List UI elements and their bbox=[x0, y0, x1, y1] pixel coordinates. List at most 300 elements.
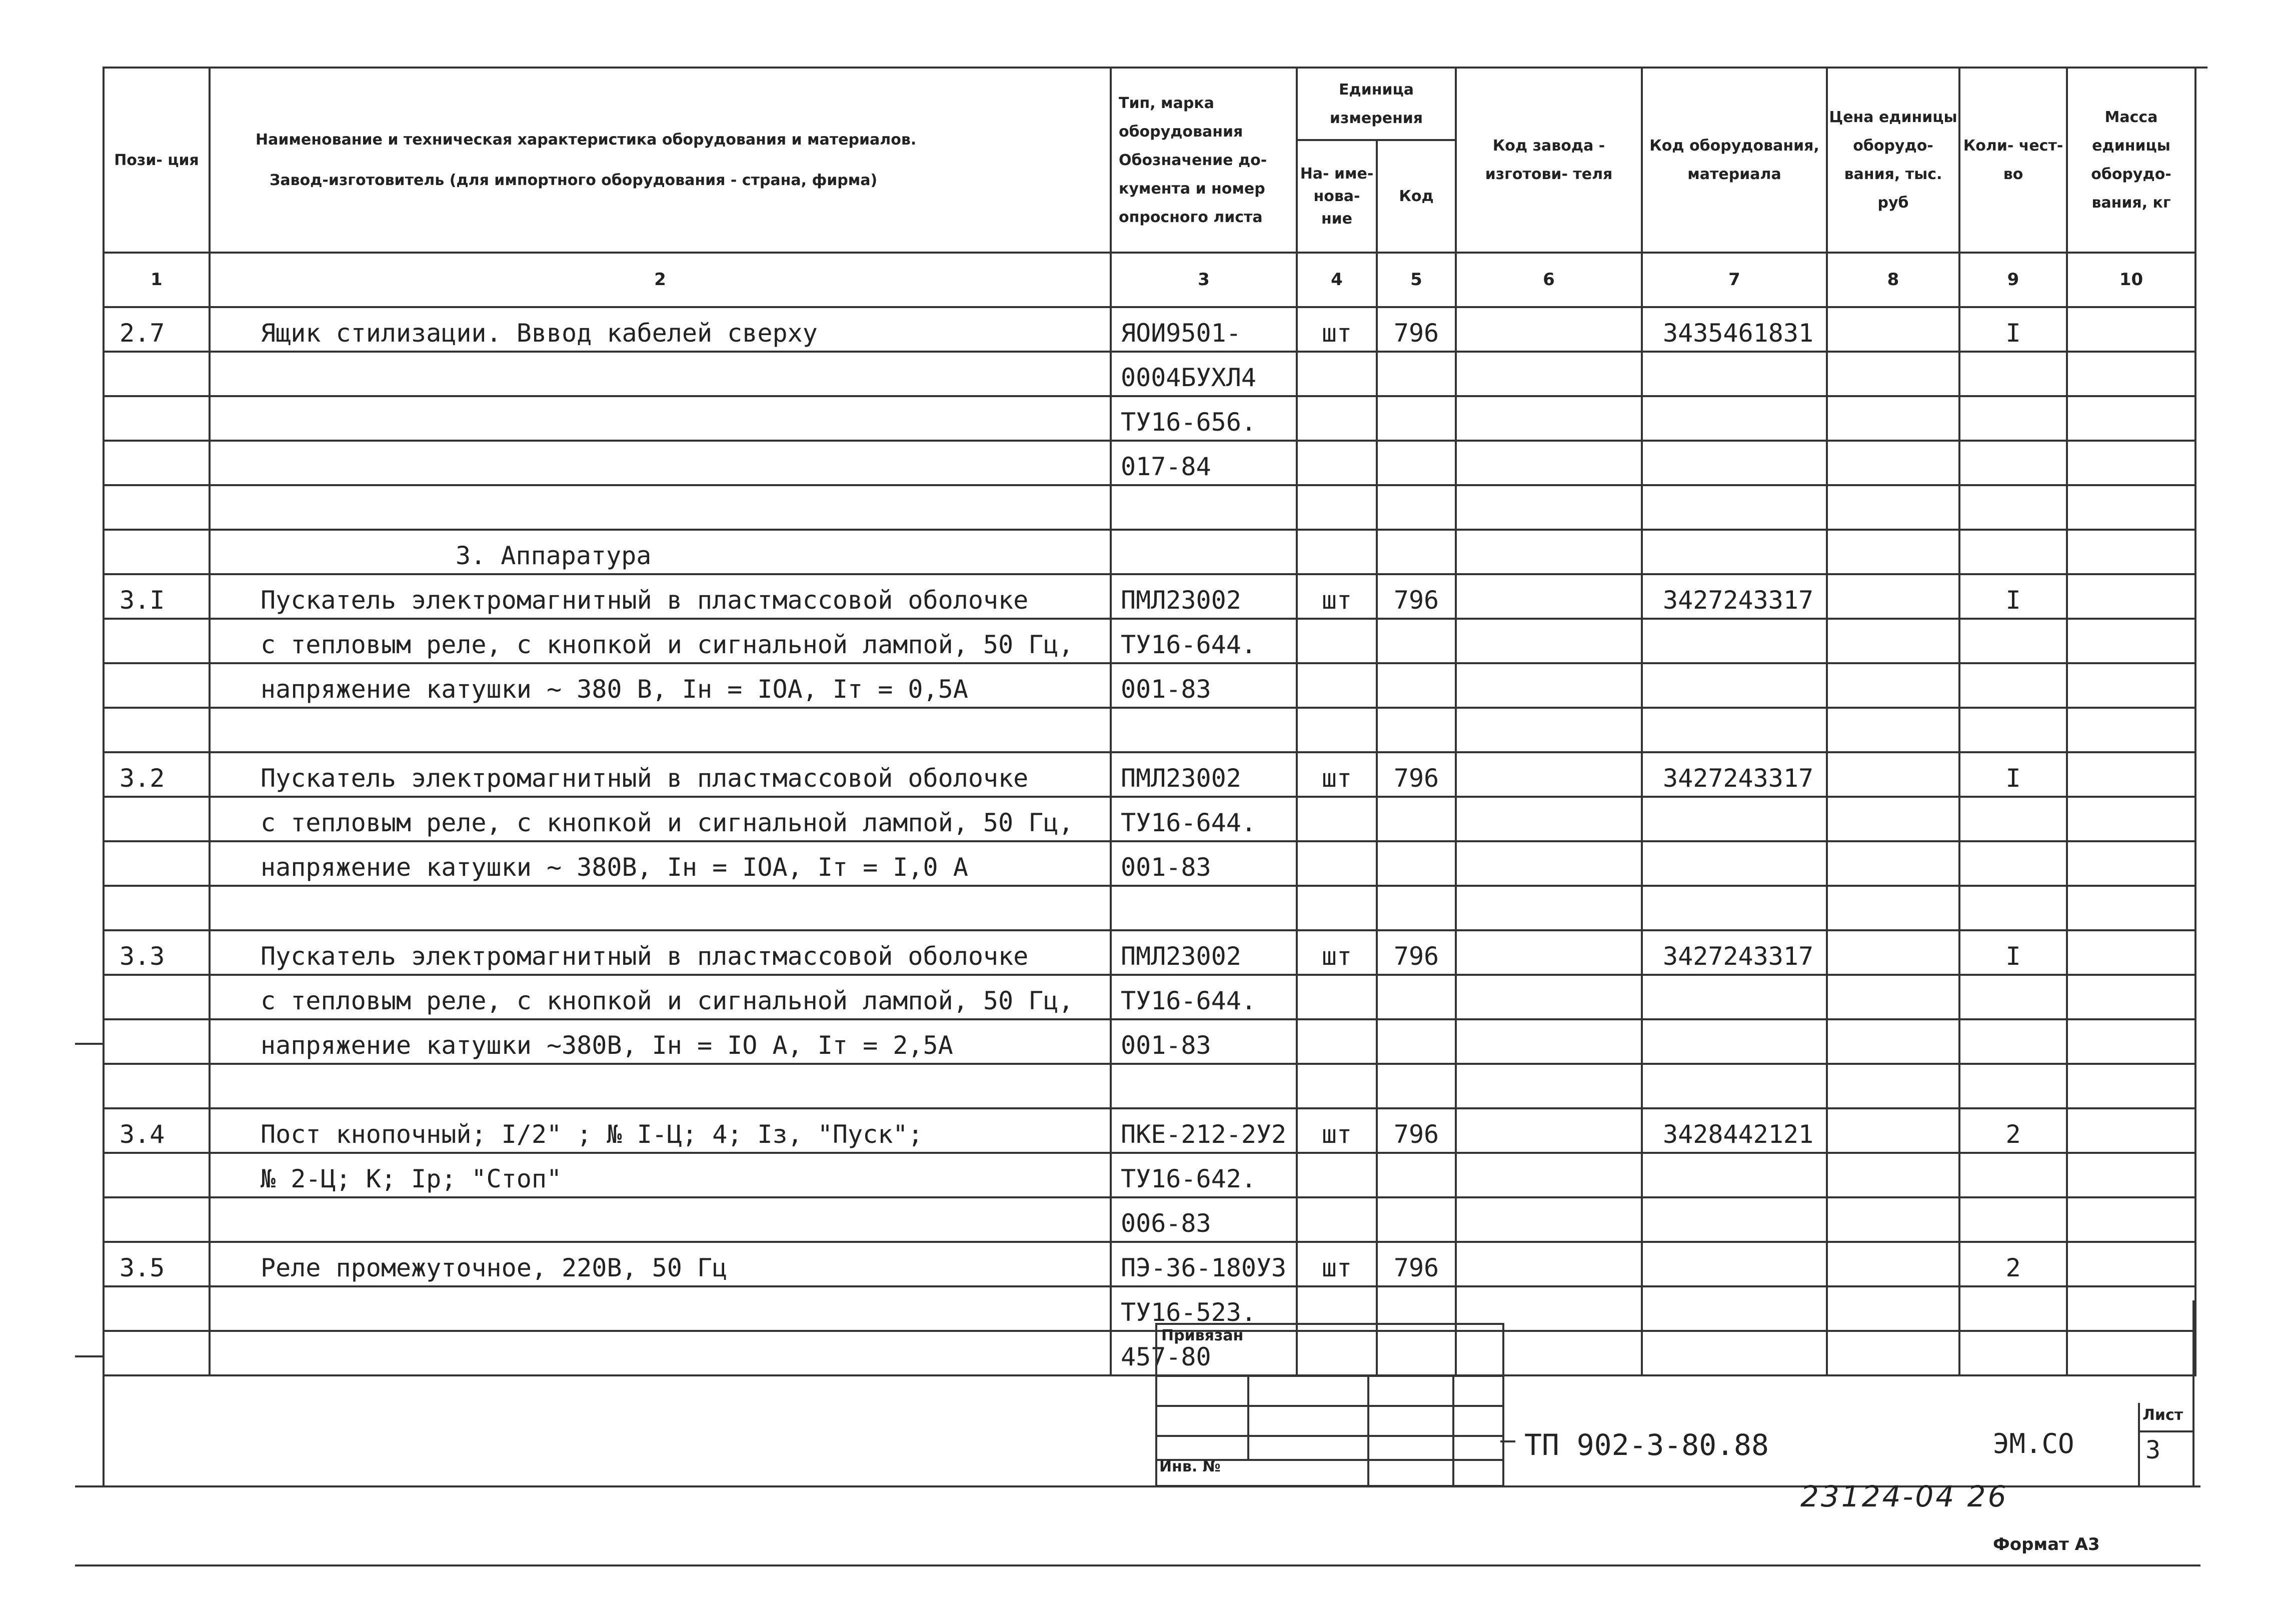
row-quantity bbox=[1959, 975, 2067, 1019]
table-row bbox=[104, 485, 2195, 530]
row-type: ПМЛ23002 bbox=[1111, 574, 1297, 619]
row-unit-code bbox=[1377, 708, 1456, 752]
row-unit-name bbox=[1297, 663, 1377, 708]
row-factory-code bbox=[1456, 708, 1642, 752]
row-price bbox=[1827, 752, 1959, 797]
table-row bbox=[104, 708, 2195, 752]
row-unit-name bbox=[1297, 530, 1377, 574]
row-quantity: I bbox=[1959, 307, 2067, 352]
table-row bbox=[104, 1242, 2195, 1286]
row-equipment-code bbox=[1642, 708, 1827, 752]
row-type: 001-83 bbox=[1111, 663, 1297, 708]
row-position: 3.2 bbox=[104, 752, 210, 797]
row-quantity bbox=[1959, 485, 2067, 530]
col-number: 9 bbox=[1959, 253, 2067, 307]
table-row bbox=[104, 1331, 2195, 1375]
row-type: ТУ16-644. bbox=[1111, 797, 1297, 841]
table-row bbox=[104, 663, 2195, 708]
row-unit-code bbox=[1377, 1064, 1456, 1108]
row-type: 006-83 bbox=[1111, 1197, 1297, 1242]
row-type: ТУ16-644. bbox=[1111, 619, 1297, 663]
row-position bbox=[104, 1064, 210, 1108]
sheet-number: 3 bbox=[2145, 1435, 2161, 1464]
row-type: ПЭ-36-180У3 bbox=[1111, 1242, 1297, 1286]
row-mass bbox=[2067, 307, 2195, 352]
row-unit-code: 796 bbox=[1377, 930, 1456, 975]
row-factory-code bbox=[1456, 1242, 1642, 1286]
stamp-line bbox=[1157, 1435, 1502, 1437]
row-type bbox=[1111, 708, 1297, 752]
row-equipment-code bbox=[1642, 841, 1827, 886]
row-position bbox=[104, 663, 210, 708]
row-equipment-code bbox=[1642, 663, 1827, 708]
header-mass: Масса единицы оборудо- вания, кг bbox=[2067, 68, 2195, 253]
row-type: 457-80 bbox=[1111, 1331, 1297, 1375]
row-factory-code bbox=[1456, 841, 1642, 886]
row-mass bbox=[2067, 930, 2195, 975]
row-price bbox=[1827, 1331, 1959, 1375]
row-position: 3.4 bbox=[104, 1108, 210, 1153]
table-body bbox=[104, 307, 2195, 1375]
row-position bbox=[104, 396, 210, 441]
row-unit-code: 796 bbox=[1377, 574, 1456, 619]
row-equipment-code bbox=[1642, 1242, 1827, 1286]
row-mass bbox=[2067, 975, 2195, 1019]
row-unit-code bbox=[1377, 352, 1456, 396]
row-position: 3.5 bbox=[104, 1242, 210, 1286]
stamp-line bbox=[1452, 1375, 1454, 1485]
equipment-specification-table bbox=[103, 67, 2196, 1376]
row-price bbox=[1827, 708, 1959, 752]
row-unit-name: шт bbox=[1297, 752, 1377, 797]
row-factory-code bbox=[1456, 1019, 1642, 1064]
sheet-code: ЭМ.СО bbox=[1993, 1428, 2074, 1459]
header-factory-code: Код завода - изготови- теля bbox=[1456, 68, 1642, 253]
row-quantity: I bbox=[1959, 574, 2067, 619]
row-name: 3. Аппаратура bbox=[210, 530, 1111, 574]
row-name: Пускатель электромагнитный в пластмассовой оболочке bbox=[210, 574, 1111, 619]
row-unit-name: шт bbox=[1297, 1242, 1377, 1286]
table-row bbox=[104, 619, 2195, 663]
row-name bbox=[210, 886, 1111, 930]
col-number: 3 bbox=[1111, 253, 1297, 307]
row-name: № 2-Ц; К; Iр; "Стоп" bbox=[210, 1153, 1111, 1197]
row-unit-code bbox=[1377, 1019, 1456, 1064]
table-row bbox=[104, 1108, 2195, 1153]
row-unit-name bbox=[1297, 886, 1377, 930]
sheet-label: Лист bbox=[2142, 1406, 2183, 1424]
row-unit-name bbox=[1297, 1019, 1377, 1064]
row-position bbox=[104, 530, 210, 574]
row-equipment-code bbox=[1642, 1019, 1827, 1064]
col-number: 1 bbox=[104, 253, 210, 307]
row-equipment-code bbox=[1642, 1286, 1827, 1331]
row-mass bbox=[2067, 1286, 2195, 1331]
row-mass bbox=[2067, 619, 2195, 663]
row-name: Ящик стилизации. Вввод кабелей сверху bbox=[210, 307, 1111, 352]
row-position bbox=[104, 1019, 210, 1064]
row-unit-code bbox=[1377, 485, 1456, 530]
row-quantity bbox=[1959, 352, 2067, 396]
row-position bbox=[104, 352, 210, 396]
row-factory-code bbox=[1456, 485, 1642, 530]
row-position bbox=[104, 1153, 210, 1197]
row-factory-code bbox=[1456, 530, 1642, 574]
table-row bbox=[104, 841, 2195, 886]
stamp-line bbox=[1157, 1375, 1502, 1377]
row-type: ПМЛ23002 bbox=[1111, 930, 1297, 975]
row-name bbox=[210, 441, 1111, 485]
header-type bbox=[1111, 68, 1297, 253]
table-row bbox=[104, 930, 2195, 975]
row-name bbox=[210, 1331, 1111, 1375]
row-factory-code bbox=[1456, 441, 1642, 485]
row-mass bbox=[2067, 1153, 2195, 1197]
row-unit-code bbox=[1377, 1197, 1456, 1242]
row-unit-code bbox=[1377, 663, 1456, 708]
header-type-line1: Тип, марка оборудования bbox=[1119, 94, 1243, 141]
row-quantity bbox=[1959, 1064, 2067, 1108]
row-equipment-code bbox=[1642, 975, 1827, 1019]
row-price bbox=[1827, 307, 1959, 352]
table-row bbox=[104, 1019, 2195, 1064]
row-quantity: I bbox=[1959, 930, 2067, 975]
row-unit-code bbox=[1377, 797, 1456, 841]
header-quantity: Коли- чест- во bbox=[1959, 68, 2067, 253]
row-position: 2.7 bbox=[104, 307, 210, 352]
row-price bbox=[1827, 797, 1959, 841]
row-factory-code bbox=[1456, 1153, 1642, 1197]
table-row bbox=[104, 1197, 2195, 1242]
row-unit-code bbox=[1377, 530, 1456, 574]
table-row bbox=[104, 752, 2195, 797]
row-equipment-code bbox=[1642, 886, 1827, 930]
row-unit-code bbox=[1377, 396, 1456, 441]
row-factory-code bbox=[1456, 1108, 1642, 1153]
row-name bbox=[210, 1197, 1111, 1242]
row-mass bbox=[2067, 1108, 2195, 1153]
row-price bbox=[1827, 352, 1959, 396]
row-unit-code bbox=[1377, 975, 1456, 1019]
col-number: 2 bbox=[210, 253, 1111, 307]
table-row bbox=[104, 307, 2195, 352]
row-quantity bbox=[1959, 619, 2067, 663]
header-name-line1: Наименование и техническая характеристика оборудования и материалов. bbox=[256, 131, 917, 149]
row-unit-name bbox=[1297, 619, 1377, 663]
row-name: напряжение катушки ~ 380 В, Iн = IOA, Iт = 0,5A bbox=[210, 663, 1111, 708]
row-name bbox=[210, 708, 1111, 752]
row-quantity bbox=[1959, 530, 2067, 574]
row-unit-name: шт bbox=[1297, 307, 1377, 352]
row-factory-code bbox=[1456, 352, 1642, 396]
table-row bbox=[104, 352, 2195, 396]
table-row bbox=[104, 1064, 2195, 1108]
row-unit-name bbox=[1297, 441, 1377, 485]
row-price bbox=[1827, 1019, 1959, 1064]
header-unit-name: На- име- нова- ние bbox=[1297, 140, 1377, 253]
header-unit-code: Код bbox=[1377, 140, 1456, 253]
row-position bbox=[104, 485, 210, 530]
row-unit-code bbox=[1377, 619, 1456, 663]
format-label: Формат А3 bbox=[1993, 1534, 2100, 1554]
row-equipment-code: 3427243317 bbox=[1642, 752, 1827, 797]
table-row bbox=[104, 1153, 2195, 1197]
row-equipment-code: 3428442121 bbox=[1642, 1108, 1827, 1153]
row-mass bbox=[2067, 1197, 2195, 1242]
row-price bbox=[1827, 1064, 1959, 1108]
row-name bbox=[210, 1286, 1111, 1331]
row-unit-name bbox=[1297, 1197, 1377, 1242]
header-name bbox=[210, 68, 1111, 253]
table-header bbox=[104, 68, 2195, 307]
row-position bbox=[104, 1197, 210, 1242]
title-block-line bbox=[1500, 1440, 1515, 1442]
row-name: с тепловым реле, с кнопкой и сигнальной лампой, 50 Гц, bbox=[210, 797, 1111, 841]
row-price bbox=[1827, 396, 1959, 441]
row-unit-code bbox=[1377, 841, 1456, 886]
row-type bbox=[1111, 485, 1297, 530]
col-number: 8 bbox=[1827, 253, 1959, 307]
row-quantity bbox=[1959, 396, 2067, 441]
row-quantity bbox=[1959, 441, 2067, 485]
handwritten-number: 23124-04 26 bbox=[1800, 1479, 2008, 1513]
row-mass bbox=[2067, 530, 2195, 574]
row-unit-name bbox=[1297, 396, 1377, 441]
row-equipment-code bbox=[1642, 797, 1827, 841]
row-price bbox=[1827, 619, 1959, 663]
table-row bbox=[104, 396, 2195, 441]
row-name: с тепловым реле, с кнопкой и сигнальной лампой, 50 Гц, bbox=[210, 975, 1111, 1019]
row-position bbox=[104, 619, 210, 663]
row-mass bbox=[2067, 441, 2195, 485]
row-equipment-code: 3427243317 bbox=[1642, 930, 1827, 975]
table-row bbox=[104, 1286, 2195, 1331]
row-position bbox=[104, 886, 210, 930]
table-row bbox=[104, 797, 2195, 841]
sheet-box-divider bbox=[2138, 1430, 2194, 1432]
row-factory-code bbox=[1456, 574, 1642, 619]
row-type: ПКЕ-212-2У2 bbox=[1111, 1108, 1297, 1153]
row-name: Реле промежуточное, 220В, 50 Гц bbox=[210, 1242, 1111, 1286]
row-factory-code bbox=[1456, 797, 1642, 841]
row-price bbox=[1827, 1286, 1959, 1331]
row-mass bbox=[2067, 352, 2195, 396]
row-factory-code bbox=[1456, 886, 1642, 930]
row-mass bbox=[2067, 752, 2195, 797]
row-name: Пост кнопочный; I/2" ; № I-Ц; 4; Iз, "Пуск"; bbox=[210, 1108, 1111, 1153]
row-price bbox=[1827, 441, 1959, 485]
row-mass bbox=[2067, 1242, 2195, 1286]
table-row bbox=[104, 886, 2195, 930]
row-factory-code bbox=[1456, 930, 1642, 975]
row-price bbox=[1827, 841, 1959, 886]
row-factory-code bbox=[1456, 307, 1642, 352]
sheet-box-left bbox=[2138, 1403, 2140, 1486]
row-equipment-code bbox=[1642, 396, 1827, 441]
row-equipment-code bbox=[1642, 1197, 1827, 1242]
row-unit-name bbox=[1297, 1064, 1377, 1108]
row-type: 0004БУХЛ4 bbox=[1111, 352, 1297, 396]
row-quantity: 2 bbox=[1959, 1242, 2067, 1286]
row-quantity bbox=[1959, 708, 2067, 752]
frame-top-extension bbox=[2192, 67, 2207, 69]
row-unit-code: 796 bbox=[1377, 752, 1456, 797]
row-price bbox=[1827, 1197, 1959, 1242]
row-position bbox=[104, 841, 210, 886]
row-position bbox=[104, 797, 210, 841]
row-equipment-code bbox=[1642, 1064, 1827, 1108]
row-mass bbox=[2067, 1064, 2195, 1108]
row-equipment-code bbox=[1642, 530, 1827, 574]
stamp-line bbox=[1157, 1405, 1502, 1407]
row-unit-name bbox=[1297, 352, 1377, 396]
row-mass bbox=[2067, 485, 2195, 530]
row-mass bbox=[2067, 1019, 2195, 1064]
margin-tick bbox=[75, 1355, 103, 1357]
row-mass bbox=[2067, 797, 2195, 841]
row-unit-code: 796 bbox=[1377, 1242, 1456, 1286]
inventory-number-label: Инв. № bbox=[1159, 1458, 1221, 1475]
row-unit-code: 796 bbox=[1377, 307, 1456, 352]
row-name: напряжение катушки ~ 380В, Iн = IOA, Iт = I,0 A bbox=[210, 841, 1111, 886]
row-equipment-code bbox=[1642, 619, 1827, 663]
margin-tick bbox=[75, 1043, 103, 1045]
row-unit-code bbox=[1377, 441, 1456, 485]
row-unit-name: шт bbox=[1297, 574, 1377, 619]
row-factory-code bbox=[1456, 1197, 1642, 1242]
row-type: ТУ16-656. bbox=[1111, 396, 1297, 441]
row-unit-name bbox=[1297, 797, 1377, 841]
row-type: ЯОИ9501- bbox=[1111, 307, 1297, 352]
document-code: ТП 902-3-80.88 bbox=[1524, 1428, 1769, 1462]
header-price: Цена единицы оборудо- вания, тыс. руб bbox=[1827, 68, 1959, 253]
row-type bbox=[1111, 530, 1297, 574]
row-unit-code bbox=[1377, 886, 1456, 930]
row-type: ПМЛ23002 bbox=[1111, 752, 1297, 797]
row-price bbox=[1827, 485, 1959, 530]
row-quantity bbox=[1959, 886, 2067, 930]
row-type: 017-84 bbox=[1111, 441, 1297, 485]
row-factory-code bbox=[1456, 1064, 1642, 1108]
row-equipment-code: 3435461831 bbox=[1642, 307, 1827, 352]
row-price bbox=[1827, 1242, 1959, 1286]
row-mass bbox=[2067, 708, 2195, 752]
row-position: 3.3 bbox=[104, 930, 210, 975]
row-name bbox=[210, 396, 1111, 441]
row-quantity bbox=[1959, 663, 2067, 708]
row-quantity bbox=[1959, 1019, 2067, 1064]
stamp-line bbox=[1247, 1375, 1249, 1460]
row-unit-name bbox=[1297, 841, 1377, 886]
header-unit-group: Единица измерения bbox=[1297, 68, 1456, 140]
row-position bbox=[104, 1286, 210, 1331]
row-type: 001-83 bbox=[1111, 1019, 1297, 1064]
row-name bbox=[210, 485, 1111, 530]
row-unit-code: 796 bbox=[1377, 1108, 1456, 1153]
col-number: 4 bbox=[1297, 253, 1377, 307]
row-position bbox=[104, 708, 210, 752]
row-quantity bbox=[1959, 1286, 2067, 1331]
stamp-line bbox=[1367, 1375, 1369, 1485]
col-number: 6 bbox=[1456, 253, 1642, 307]
row-equipment-code bbox=[1642, 1153, 1827, 1197]
row-quantity bbox=[1959, 797, 2067, 841]
row-mass bbox=[2067, 574, 2195, 619]
row-quantity bbox=[1959, 1331, 2067, 1375]
col-number: 5 bbox=[1377, 253, 1456, 307]
row-equipment-code bbox=[1642, 485, 1827, 530]
row-type: ТУ16-644. bbox=[1111, 975, 1297, 1019]
table-row bbox=[104, 975, 2195, 1019]
row-price bbox=[1827, 1153, 1959, 1197]
row-price bbox=[1827, 574, 1959, 619]
row-factory-code bbox=[1456, 396, 1642, 441]
row-unit-name: шт bbox=[1297, 1108, 1377, 1153]
header-type-line2: Обозначение до- кумента и номер опросного листа bbox=[1119, 151, 1267, 226]
row-name: Пускатель электромагнитный в пластмассовой оболочке bbox=[210, 752, 1111, 797]
row-equipment-code bbox=[1642, 352, 1827, 396]
row-price bbox=[1827, 530, 1959, 574]
row-factory-code bbox=[1456, 752, 1642, 797]
row-type: ТУ16-642. bbox=[1111, 1153, 1297, 1197]
row-mass bbox=[2067, 841, 2195, 886]
table-row bbox=[104, 574, 2195, 619]
row-factory-code bbox=[1456, 975, 1642, 1019]
column-number-row bbox=[104, 253, 2195, 307]
row-mass bbox=[2067, 396, 2195, 441]
frame-right-line bbox=[2192, 1300, 2194, 1486]
row-type bbox=[1111, 1064, 1297, 1108]
col-number: 7 bbox=[1642, 253, 1827, 307]
row-unit-name bbox=[1297, 1153, 1377, 1197]
col-number: 10 bbox=[2067, 253, 2195, 307]
row-mass bbox=[2067, 1331, 2195, 1375]
row-name: напряжение катушки ~380В, Iн = IO A, Iт = 2,5A bbox=[210, 1019, 1111, 1064]
bound-label: Привязан bbox=[1161, 1327, 1244, 1344]
row-unit-name bbox=[1297, 485, 1377, 530]
row-name bbox=[210, 1064, 1111, 1108]
row-position bbox=[104, 441, 210, 485]
row-price bbox=[1827, 930, 1959, 975]
row-position bbox=[104, 975, 210, 1019]
row-type: ТУ16-523. bbox=[1111, 1286, 1297, 1331]
row-quantity bbox=[1959, 841, 2067, 886]
row-type: 001-83 bbox=[1111, 841, 1297, 886]
row-quantity bbox=[1959, 1153, 2067, 1197]
row-equipment-code: 3427243317 bbox=[1642, 574, 1827, 619]
row-unit-name: шт bbox=[1297, 930, 1377, 975]
row-price bbox=[1827, 1108, 1959, 1153]
table-row bbox=[104, 530, 2195, 574]
page-bottom-line bbox=[75, 1564, 2200, 1566]
row-unit-name bbox=[1297, 708, 1377, 752]
row-equipment-code bbox=[1642, 441, 1827, 485]
row-type bbox=[1111, 886, 1297, 930]
row-position: 3.I bbox=[104, 574, 210, 619]
row-equipment-code bbox=[1642, 1331, 1827, 1375]
row-quantity: 2 bbox=[1959, 1108, 2067, 1153]
row-name: с тепловым реле, с кнопкой и сигнальной лампой, 50 Гц, bbox=[210, 619, 1111, 663]
row-unit-name bbox=[1297, 975, 1377, 1019]
row-price bbox=[1827, 975, 1959, 1019]
row-price bbox=[1827, 886, 1959, 930]
header-equipment-code: Код оборудования, материала bbox=[1642, 68, 1827, 253]
row-unit-code bbox=[1377, 1153, 1456, 1197]
row-quantity bbox=[1959, 1197, 2067, 1242]
row-name: Пускатель электромагнитный в пластмассовой оболочке bbox=[210, 930, 1111, 975]
row-quantity: I bbox=[1959, 752, 2067, 797]
header-name-line2: Завод-изготовитель (для импортного оборудования - страна, фирма) bbox=[270, 172, 878, 189]
